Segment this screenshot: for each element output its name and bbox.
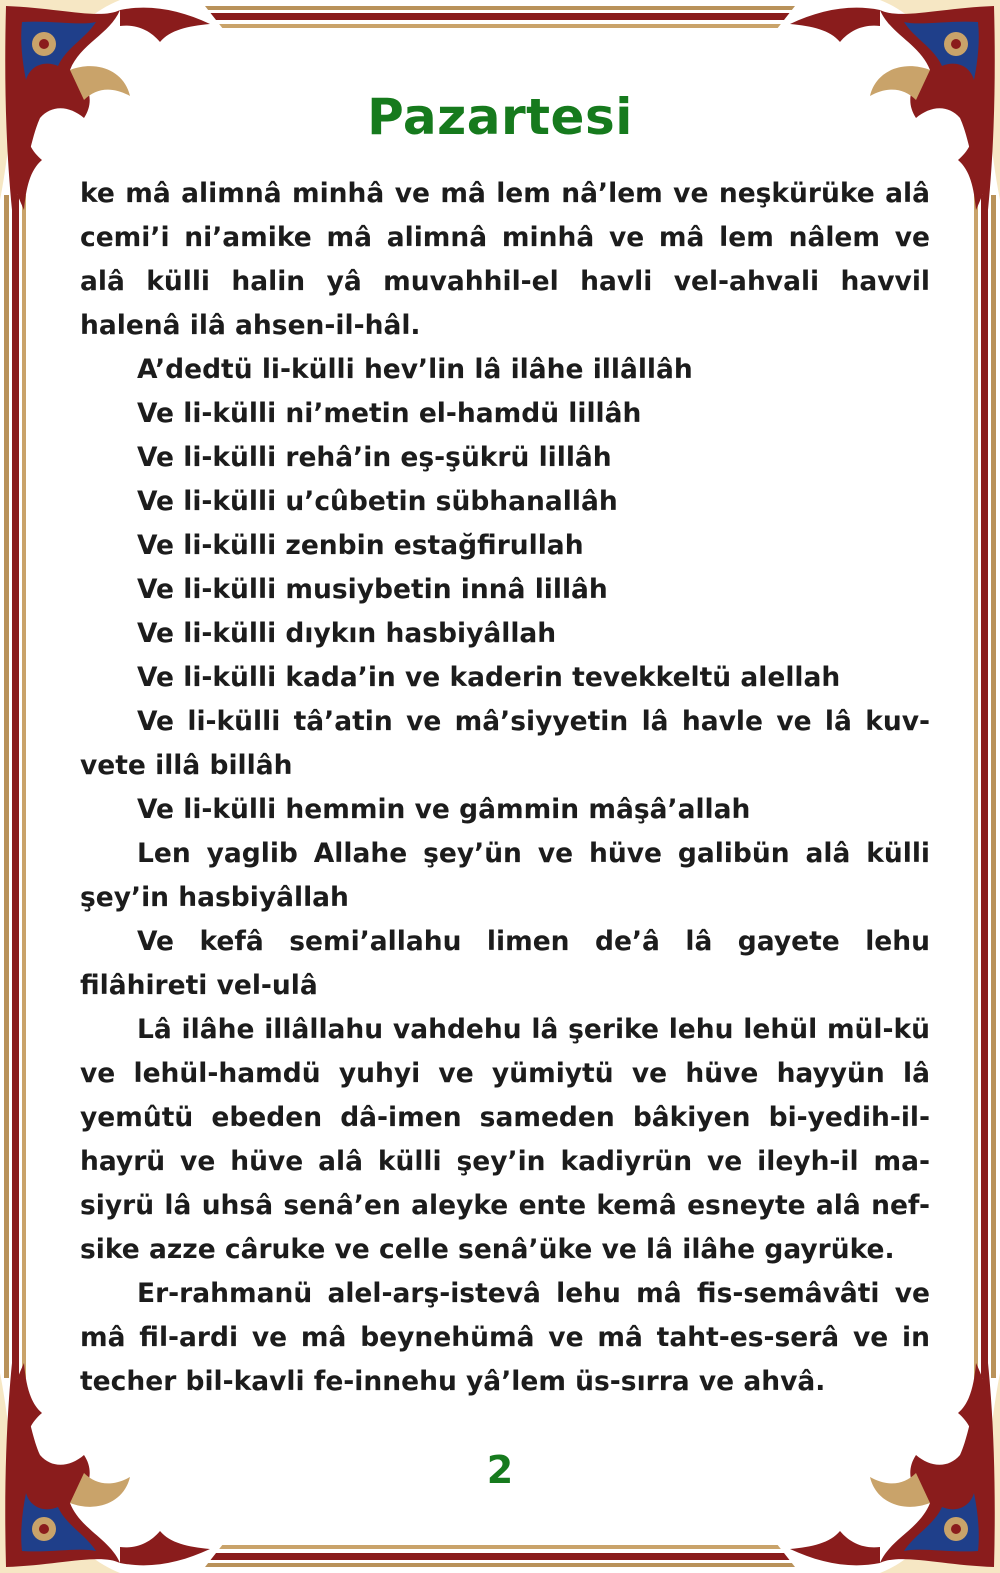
paragraph: A’dedtü li-külli hev’lin lâ ilâhe illâllâh bbox=[137, 354, 693, 385]
frame-right-border bbox=[970, 195, 996, 1378]
paragraph: Len yaglib Allahe şey’ün ve hüve galibün alâ külli şey’in hasbiyâllah bbox=[80, 838, 930, 913]
paragraph: Er-rahmanü alel-arş-istevâ lehu mâ fis-semâvâti ve mâ fil-ardi ve mâ beynehümâ ve mâ taht-es-serâ ve in techer bil-kavli fe-innehu yâ’lem üs-sırra ve ahvâ. bbox=[80, 1278, 930, 1397]
paragraph: Ve li-külli hemmin ve gâmmin mâşâ’allah bbox=[137, 794, 751, 825]
paragraph: Ve li-külli kada’in ve kaderin tevekkeltü alellah bbox=[137, 662, 841, 693]
frame-bottom-border bbox=[205, 1537, 795, 1567]
paragraph: Ve li-külli u’cûbetin sübhanallâh bbox=[137, 486, 618, 517]
paragraph: Lâ ilâhe illâllahu vahdehu lâ şerike lehu lehül mül-kü ve lehül-hamdü yuhyi ve yümiytü ve hüve hayyün lâ yemûtü ebeden dâ-imen sameden bâkiyen bi-yedih-il-hayrü ve hüve alâ külli şey’in kadiyrün ve ileyh-il ma-siyrü lâ uhsâ senâ’en aleyke ente kemâ esneyte alâ nef-sike azze câruke ve celle senâ’üke ve lâ ilâhe gayrüke. bbox=[80, 1014, 930, 1265]
page-title: Pazartesi bbox=[367, 88, 633, 146]
paragraph: Ve li-külli tâ’atin ve mâ’siyyetin lâ havle ve lâ kuv-vete illâ billâh bbox=[80, 706, 930, 781]
prayer-text-body bbox=[80, 172, 930, 1404]
paragraph: Ve li-külli rehâ’in eş-şükrü lillâh bbox=[137, 442, 612, 473]
paragraph: Ve li-külli musiybetin innâ lillâh bbox=[137, 574, 608, 605]
paragraph: ke mâ alimnâ minhâ ve mâ lem nâ’lem ve neşkürüke alâ cemi’i ni’amike mâ alimnâ minhâ ve mâ lem nâlem ve alâ külli halin yâ muvahhil-el havli vel-ahvali havvil halenâ ilâ ahsen-il-hâl. bbox=[80, 178, 930, 341]
paragraph: Ve kefâ semi’allahu limen de’â lâ gayete lehu filâhireti vel-ulâ bbox=[80, 926, 930, 1001]
frame-top-border bbox=[205, 6, 795, 36]
paragraph: Ve li-külli dıykın hasbiyâllah bbox=[137, 618, 557, 649]
page-number: 2 bbox=[486, 1448, 514, 1492]
paragraph: Ve li-külli zenbin estağfirullah bbox=[137, 530, 584, 561]
paragraph: Ve li-külli ni’metin el-hamdü lillâh bbox=[137, 398, 642, 429]
frame-left-border bbox=[4, 195, 30, 1378]
